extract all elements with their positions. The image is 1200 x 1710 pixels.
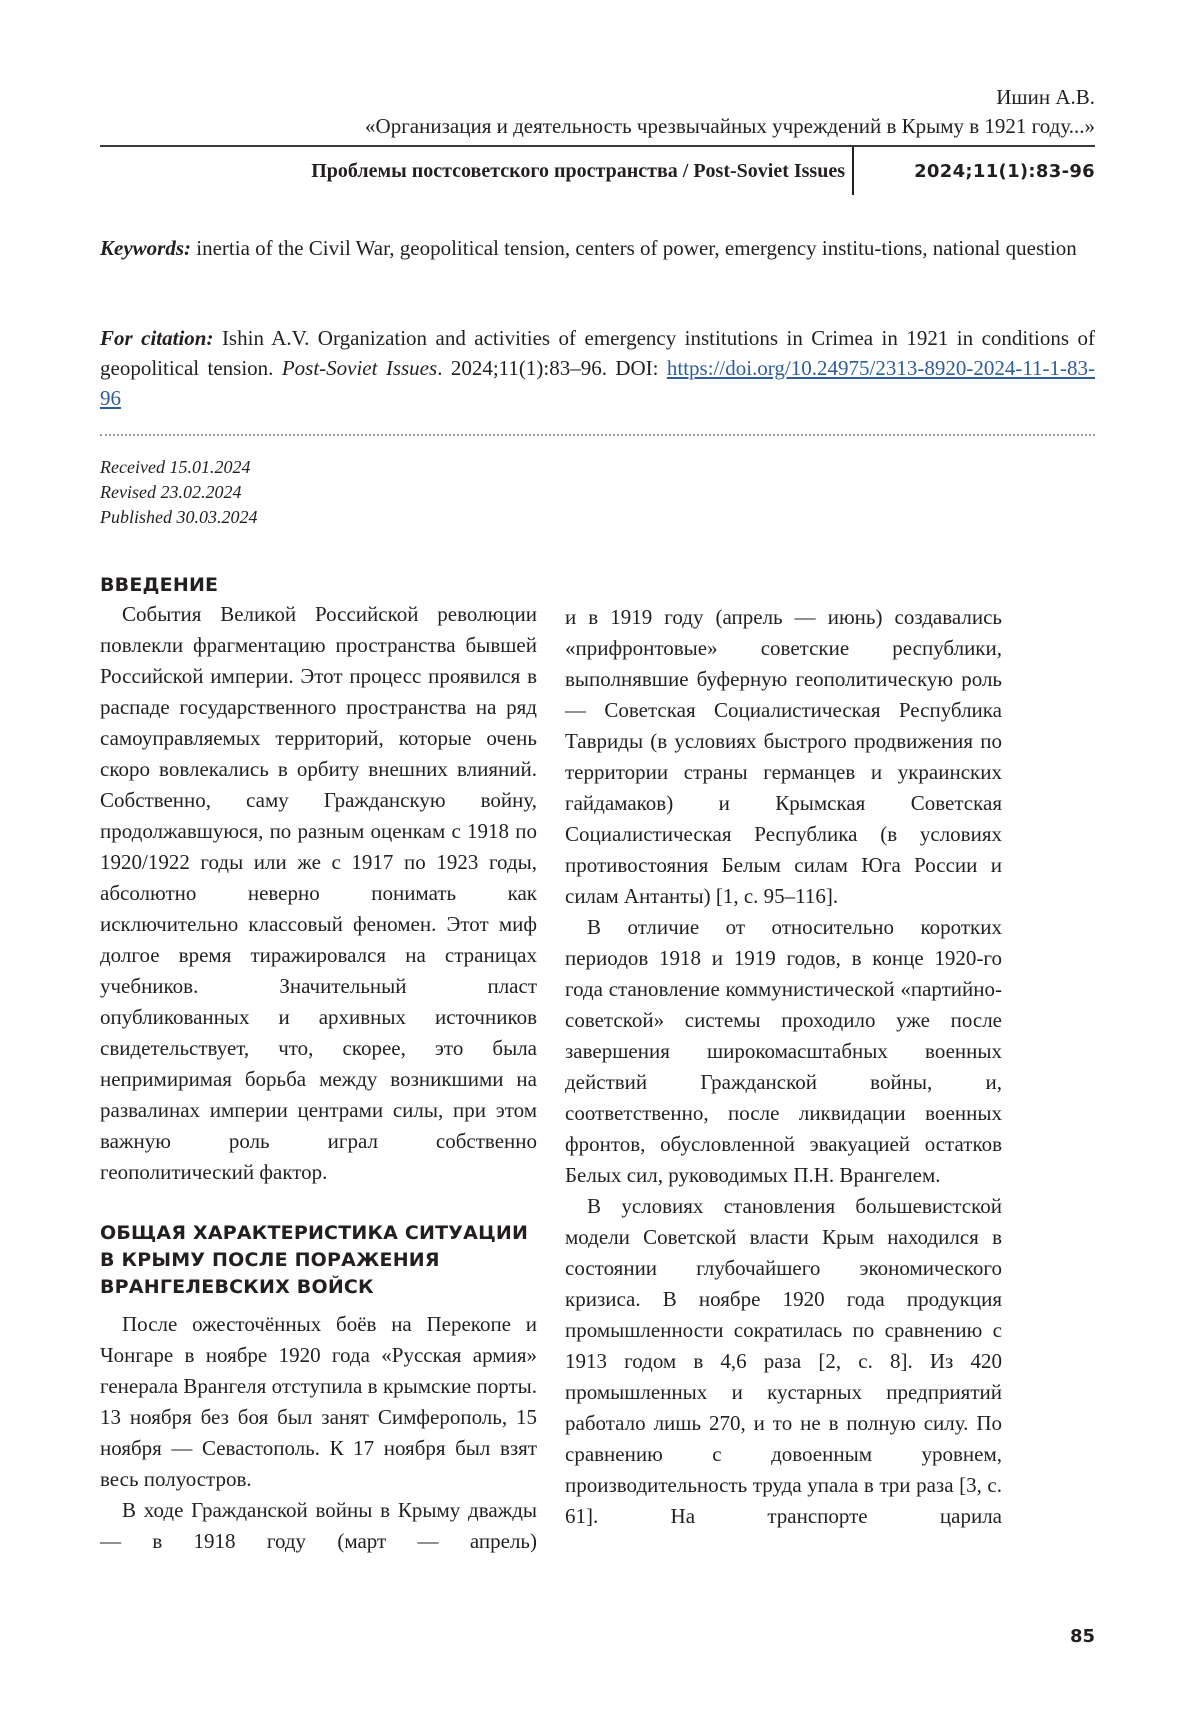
- date-received: Received 15.01.2024: [100, 457, 251, 477]
- date-published: Published 30.03.2024: [100, 507, 258, 527]
- paragraph: После ожесточённых боёв на Перекопе и Чонгаре в ноябре 1920 года «Русская армия» генерала Врангеля отступила в крымские порты. 13 ноября без боя был занят Симферополь, 15 ноября — Севастополь. К 17 ноября был взят весь полуостров.: [100, 1312, 537, 1491]
- section-heading-intro: ВВЕДЕНИЕ: [100, 574, 219, 596]
- citation-block: [100, 323, 1095, 413]
- paragraph: В отличие от относительно коротких периодов 1918 и 1919 годов, в конце 1920-го года становление коммунистической «партийно-советской» системы проходило уже после завершения широкомасштабных военных действий Гражданской войны, и, соответственно, после ликвидации военных фронтов, обусловленной эвакуацией остатков Белых сил, руководимых П.Н. Врангелем.: [565, 915, 1002, 1187]
- citation-journal: Post-Soviet Issues: [281, 356, 438, 380]
- keywords-block: [100, 233, 1095, 263]
- header-vertical-divider: [852, 147, 854, 195]
- paragraph: В условиях становления большевистской модели Советской власти Крым находился в состоянии глубочайшего экономического кризиса. В ноябре 1920 года продукция промышленности сократилась по сравнению с 1913 годом в 4,6 раза [2, с. 8]. Из 420 промышленных и кустарных предприятий работало лишь 270, и то не в полную силу. По сравнению с довоенным уровнем, производительность труда упала в три раза [3, с. 61]. На транспорте царила: [565, 1194, 1002, 1528]
- journal-name: Проблемы постсоветского пространства / Post-Soviet Issues: [311, 160, 845, 182]
- paragraph: События Великой Российской революции повлекли фрагментацию пространства бывшей Российской империи. Этот процесс проявился в распаде государственного пространства на ряд самоуправляемых территорий, которые очень скоро вовлекались в орбиту внешних влияний. Собственно, саму Гражданскую войну, продолжавшуюся, по разным оценкам с 1918 по 1920/1922 годы или же с 1917 по 1923 годы, абсолютно неверно понимать как исключительно классовый феномен. Этот миф долгое время тиражировался на страницах учебников. Значительный пласт опубликованных и архивных источников свидетельствует, что, скорее, это была непримиримая борьба между возникшими на развалинах империи центрами силы, при этом важную роль играл собственно геополитический фактор.: [100, 602, 537, 1184]
- dotted-divider: [100, 434, 1095, 436]
- paragraph: и в 1919 году (апрель — июнь) создавались «прифронтовые» советские республики, выполнявшие буферную геополитическую роль — Советская Социалистическая Республика Тавриды (в условиях быстрого продвижения по территории страны германцев и украинских гайдамаков) и Крымская Советская Социалистическая Республика (в условиях противостояния Белым силам Юга России и силам Антанты) [1, с. 95–116].: [565, 605, 1002, 908]
- citation-text-after: . 2024;11(1):83–96. DOI:: [437, 356, 659, 380]
- running-header-author: Ишин А.В.: [996, 85, 1095, 109]
- date-revised: Revised 23.02.2024: [100, 482, 242, 502]
- citation-label: For citation:: [100, 326, 214, 350]
- issue-info: 2024;11(1):83-96: [914, 161, 1095, 182]
- citation-text: Ishin A.V. Organization and activities of emergency institutions in Crimea in 1921 in conditions of geopolitical tension.: [100, 326, 1096, 380]
- article-dates: [100, 455, 258, 530]
- header-rule: [100, 145, 1095, 147]
- right-column: [565, 602, 1002, 1532]
- keywords-label: Keywords:: [100, 236, 191, 260]
- running-header-article-title: «Организация и деятельность чрезвычайных учреждений в Крыму в 1921 году...»: [365, 114, 1095, 138]
- page-number: 85: [1069, 1626, 1095, 1647]
- section-heading-situation: ОБЩАЯ ХАРАКТЕРИСТИКА СИТУАЦИИ В КРЫМУ ПОСЛЕ ПОРАЖЕНИЯ ВРАНГЕЛЕВСКИХ ВОЙСК: [100, 1222, 529, 1298]
- doi-link[interactable]: https://doi.org/10.24975/2313-8920-2024-11-1-83-96: [100, 356, 1096, 410]
- keywords-text: inertia of the Civil War, geopolitical tension, centers of power, emergency institu-tions, national question: [196, 236, 1077, 260]
- left-column: [100, 572, 537, 1557]
- paragraph: В ходе Гражданской войны в Крыму дважды — в 1918 году (март — апрель): [100, 1498, 537, 1553]
